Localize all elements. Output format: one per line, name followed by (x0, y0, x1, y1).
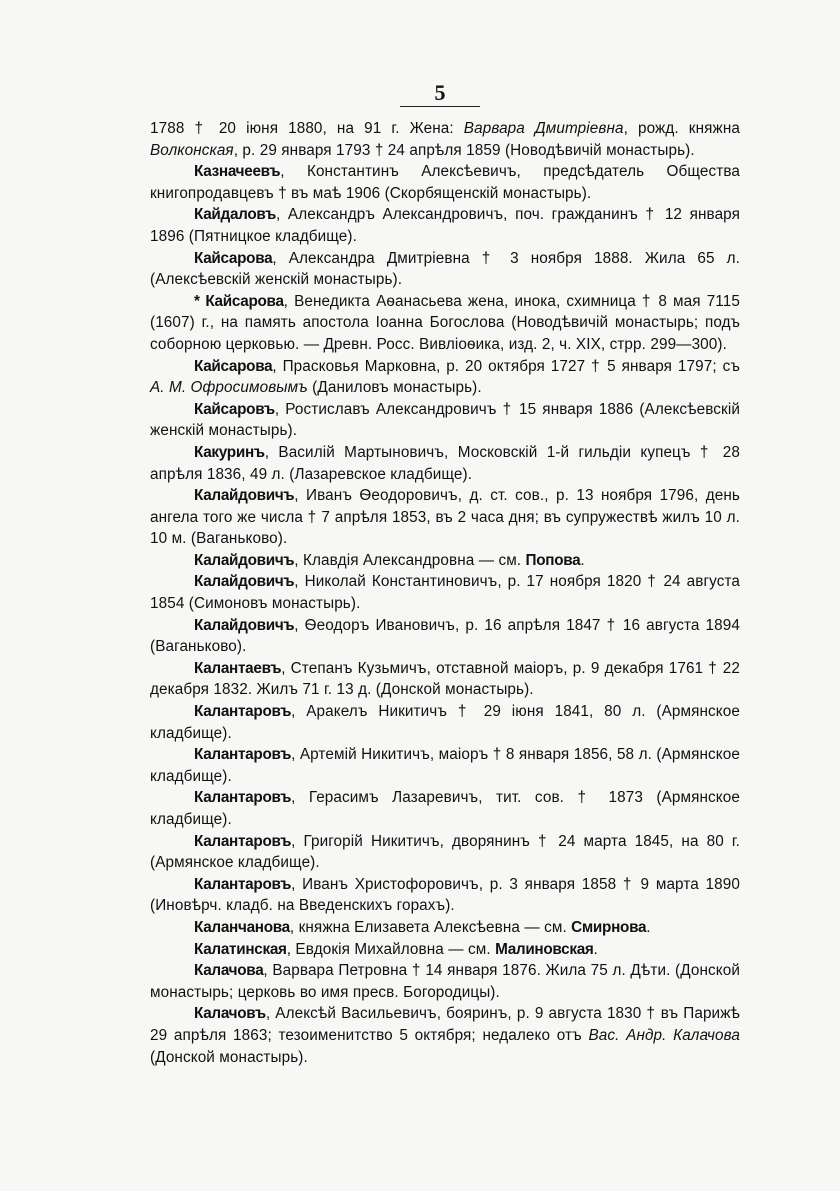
entry-text: , Александръ Александровичъ, поч. гражданинъ † 12 января 1896 (Пятницкое кладбище). (150, 206, 740, 245)
entry-surname: Калайдовичъ (194, 573, 295, 591)
entry-text: . (580, 551, 585, 569)
entry-text: (Даниловъ монастырь). (307, 379, 482, 397)
entry-paragraph (150, 658, 740, 701)
entry-paragraph (150, 399, 740, 442)
entry-surname: Малиновская (495, 940, 594, 958)
entry-text: , Евдокія Михайловна — см. (286, 940, 496, 958)
entry-surname: Калантаровъ (194, 746, 292, 764)
entry-text: , Иванъ Ѳеодоровичъ, д. ст. сов., р. 13 ноября 1796, день ангела того же числа † 7 апрѣля 1853, въ 2 часа дня; въ супружествѣ жилъ 10 л. 10 м. (Ваганьково). (150, 487, 740, 548)
entry-italic-name: Вас. Андр. Калачова (588, 1026, 741, 1044)
entry-text: , рожд. княжна (623, 120, 740, 137)
entry-paragraph (150, 204, 740, 247)
entry-paragraph (150, 161, 740, 204)
entry-surname: Смирнова (571, 918, 647, 936)
entry-text: 1788 † 20 іюня 1880, на 91 г. Жена: (150, 120, 464, 137)
entry-surname: Калачова (194, 962, 264, 980)
entry-text: , Григорій Никитичъ, дворянинъ † 24 марта 1845, на 80 г. (Армянское кладбище). (150, 832, 740, 872)
entry-surname: Кайсаровъ (194, 400, 275, 418)
entry-text: , Венедикта Аѳанасьева жена, инока, схимница † 8 мая 7115 (1607) г., на память апостола Іоанна Богослова (Новодѣвичій монастырь; подъ соборною церковью. — Древн. Росс. Вивліоѳика, изд. 2, ч. XIX, стрр. 299—300). (150, 292, 740, 353)
entry-paragraph (150, 744, 740, 787)
entry-text: , Василій Мартыновичъ, Московскій 1-й гильдіи купецъ † 28 апрѣля 1836, 49 л. (Лазаревское кладбище). (150, 443, 740, 483)
entry-text: , княжна Елизавета Алексѣевна — см. (289, 918, 572, 936)
entry-surname: Калачовъ (194, 1005, 266, 1023)
entry-text: , Варвара Петровна † 14 января 1876. Жила 75 л. Дѣти. (Донской монастырь; церковь во имя пресв. Богородицы). (150, 962, 740, 1001)
entry-paragraph (150, 118, 740, 161)
entry-paragraph (150, 939, 740, 961)
entry-text: , Николай Константиновичъ, р. 17 ноября 1820 † 24 августа 1854 (Симоновъ монастырь). (150, 573, 740, 613)
entry-text: , Алексѣй Васильевичъ, бояринъ, р. 9 августа 1830 † въ Парижѣ 29 апрѣля 1863; тезоименитство 5 октября; недалеко отъ (150, 1005, 740, 1044)
entry-paragraph (150, 787, 740, 830)
entry-surname: Казначеевъ (194, 163, 281, 181)
entry-text: , Аракелъ Никитичъ † 29 іюня 1841, 80 л. (Армянское кладбище). (150, 703, 740, 742)
entry-text: . (646, 918, 651, 936)
entry-surname: Калантаровъ (194, 703, 292, 721)
entry-surname: * Кайсарова (194, 292, 284, 310)
entry-text: , Иванъ Христофоровичъ, р. 3 января 1858 † 9 марта 1890 (Иновѣрч. кладб. на Введенскихъ горахъ). (150, 875, 740, 915)
entry-surname: Калайдовичъ (194, 551, 295, 569)
entry-surname: Калайдовичъ (194, 487, 295, 505)
entry-text: . (593, 940, 598, 958)
entry-paragraph (150, 1003, 740, 1068)
entry-surname: Кайсарова (194, 249, 273, 267)
entry-paragraph (150, 917, 740, 939)
entry-text: , Ростиславъ Александровичъ † 15 января 1886 (Алексѣевскій женскій монастырь). (150, 400, 740, 440)
entry-text: , Ѳеодоръ Ивановичъ, р. 16 апрѣля 1847 † 16 августа 1894 (Ваганьково). (150, 616, 740, 656)
entry-italic-name: Волконская (150, 141, 234, 159)
entry-paragraph (150, 615, 740, 658)
entry-text: , р. 29 января 1793 † 24 апрѣля 1859 (Новодѣвичій монастырь). (233, 141, 695, 159)
entry-paragraph (150, 831, 740, 874)
entry-text: , Константинъ Алексѣевичъ, предсѣдатель Общества книгопродавцевъ † въ маѣ 1906 (Скорбященскій монастырь). (150, 163, 740, 202)
entry-surname: Калантаровъ (194, 789, 292, 807)
entry-surname: Калантаевъ (194, 659, 282, 677)
entry-paragraph (150, 485, 740, 550)
entry-surname: Калантаровъ (194, 832, 292, 850)
entry-surname: Попова (525, 551, 581, 569)
entry-surname: Калайдовичъ (194, 616, 295, 634)
entry-text: , Герасимъ Лазаревичъ, тит. сов. † 1873 (Армянское кладбище). (150, 789, 740, 828)
entry-text: (Донской монастырь). (150, 1048, 308, 1066)
entry-surname: Каланчанова (194, 918, 290, 936)
entry-paragraph (150, 701, 740, 744)
entry-text: , Прасковья Марковна, р. 20 октября 1727 † 5 января 1797; съ (272, 357, 740, 375)
entry-text: , Клавдія Александровна — см. (294, 551, 526, 569)
entry-italic-name: Варвара Дмитріевна (463, 120, 624, 137)
entry-surname: Кайсарова (194, 357, 273, 375)
entry-paragraph (150, 442, 740, 485)
entry-paragraph (150, 356, 740, 399)
page-number: 5 (434, 80, 446, 105)
entry-paragraph (150, 874, 740, 917)
entry-text: , Артемій Никитичъ, маіоръ † 8 января 1856, 58 л. (Армянское кладбище). (150, 746, 740, 785)
page-number-rule (400, 106, 480, 107)
entry-surname: Калатинская (194, 940, 287, 958)
entries-list (150, 118, 740, 1068)
entry-paragraph (150, 550, 740, 572)
entry-surname: Калантаровъ (194, 875, 292, 893)
entry-paragraph (150, 571, 740, 614)
entry-paragraph (150, 248, 740, 291)
entry-paragraph (150, 960, 740, 1003)
entry-paragraph (150, 291, 740, 356)
entry-surname: Какуринъ (194, 443, 265, 461)
entry-surname: Кайдаловъ (194, 206, 276, 224)
entry-text: , Степанъ Кузьмичъ, отставной маіоръ, р. 9 декабря 1761 † 22 декабря 1832. Жилъ 71 г. 13 д. (Донской монастырь). (150, 659, 740, 699)
entry-text: , Александра Дмитріевна † 3 ноября 1888. Жила 65 л. (Алексѣевскій женскій монастырь). (150, 249, 740, 289)
entry-italic-name: А. М. Офросимовымъ (150, 379, 308, 397)
